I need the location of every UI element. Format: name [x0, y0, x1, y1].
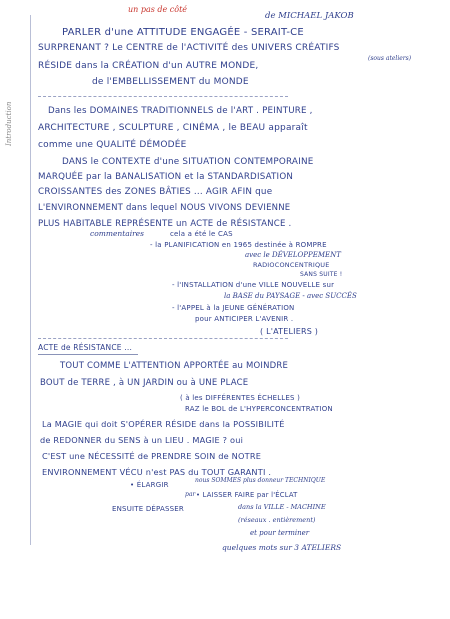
p3-line-3: ( à les DIFFÉRENTES ÉCHELLES ) [180, 394, 301, 402]
p3-line-2: BOUT de TERRE , à UN JARDIN ou à UNE PLACE [40, 378, 249, 388]
comment-6: - l'INSTALLATION d'une VILLE NOUVELLE sur [172, 281, 335, 289]
comment-4: RADIOCONCENTRIQUE [253, 261, 330, 269]
p1-line-4: de l'EMBELLISSEMENT du MONDE [92, 77, 249, 87]
p3-line-5: La MAGIE qui doit S'OPÉRER RÉSIDE dans la POSSIBILITÉ [42, 419, 285, 429]
p3-line-7: C'EST une NÉCESSITÉ de PRENDRE SOIN de NOTRE [42, 451, 262, 461]
comment-2: - la PLANIFICATION en 1965 destinée à ROMPRE [150, 241, 327, 249]
bottom-note-4: • LAISSER FAIRE par l'ÉCLAT [196, 491, 298, 499]
comment-3: avec le DÉVELOPPEMENT [245, 251, 341, 259]
top-note: un pas de côté [128, 5, 188, 14]
p1-underline [38, 96, 288, 97]
bottom-note-7: (réseaux . entièrement) [238, 516, 316, 524]
bottom-note-3: par [185, 491, 196, 498]
p1-line-2: SURPRENANT ? Le CENTRE de l'ACTIVITÉ des UNIVERS CRÉATIFS [38, 43, 340, 53]
p1-line-1: PARLER d'une ATTITUDE ENGAGÉE - SERAIT-CE [62, 27, 304, 38]
comment-5: SANS SUITE ! [300, 271, 343, 278]
p2-line-3: comme une QUALITÉ DÉMODÉE [38, 140, 187, 150]
author-line: de MICHAEL JAKOB [265, 11, 354, 21]
bottom-note-2: nous SOMMES plus donneur TECHNIQUE [195, 477, 326, 484]
p2-line-4: DANS le CONTEXTE d'une SITUATION CONTEMPORAINE [62, 157, 314, 167]
margin-line [30, 15, 31, 545]
p3-line-8: ENVIRONNEMENT VÉCU n'est PAS du TOUT GARANTI . [42, 467, 272, 477]
section-heading: ACTE de RÉSISTANCE ... [38, 343, 133, 352]
bottom-note-6: ENSUITE DÉPASSER [112, 505, 184, 513]
p2-line-7: L'ENVIRONNEMENT dans lequel NOUS VIVONS DEVIENNE [38, 203, 291, 213]
bottom-note-5: dans la VILLE - MACHINE [238, 503, 326, 511]
comment-7: la BASE du PAYSAGE - avec SUCCÈS [224, 292, 357, 300]
section-heading-underline [38, 354, 138, 355]
p2-line-6: CROISSANTES des ZONES BÂTIES ... AGIR AFIN que [38, 187, 273, 197]
comment-8: - l'APPEL à la JEUNE GÉNÉRATION [172, 304, 295, 312]
p3-line-1: TOUT COMME L'ATTENTION APPORTÉE au MOINDRE [60, 361, 289, 371]
p2-line-5: MARQUÉE par la BANALISATION et la STANDARDISATION [38, 172, 294, 182]
p2-line-2: ARCHITECTURE , SCULPTURE , CINÉMA , le BEAU apparaît [38, 123, 308, 133]
bottom-note-1: • ÉLARGIR [130, 481, 169, 489]
p3-line-6: de REDONNER du SENS à un LIEU . MAGIE ? oui [40, 435, 244, 445]
p3-line-4: RAZ le BOL de L'HYPERCONCENTRATION [185, 405, 333, 413]
comment-9: pour ANTICIPER L'AVENIR . [195, 315, 294, 323]
comment-1: cela a été le CAS [170, 230, 233, 238]
p1-insert: (sous ateliers) [368, 55, 412, 62]
signature-line-2: quelques mots sur 3 ATELIERS [222, 543, 342, 552]
section-divider [38, 338, 288, 339]
p2-line-1: Dans les DOMAINES TRADITIONNELS de l'ART . PEINTURE , [48, 106, 313, 116]
p1-line-3: RÉSIDE dans la CRÉATION d'un AUTRE MONDE, [38, 61, 259, 71]
signature-line-1: et pour terminer [250, 529, 310, 537]
margin-note: Introduction [5, 101, 13, 146]
comment-label: commentaires [90, 229, 144, 238]
p2-line-8: PLUS HABITABLE REPRÉSENTE un ACTE de RÉSISTANCE . [38, 219, 292, 229]
comment-10: ( L'ATELIERS ) [260, 327, 319, 336]
